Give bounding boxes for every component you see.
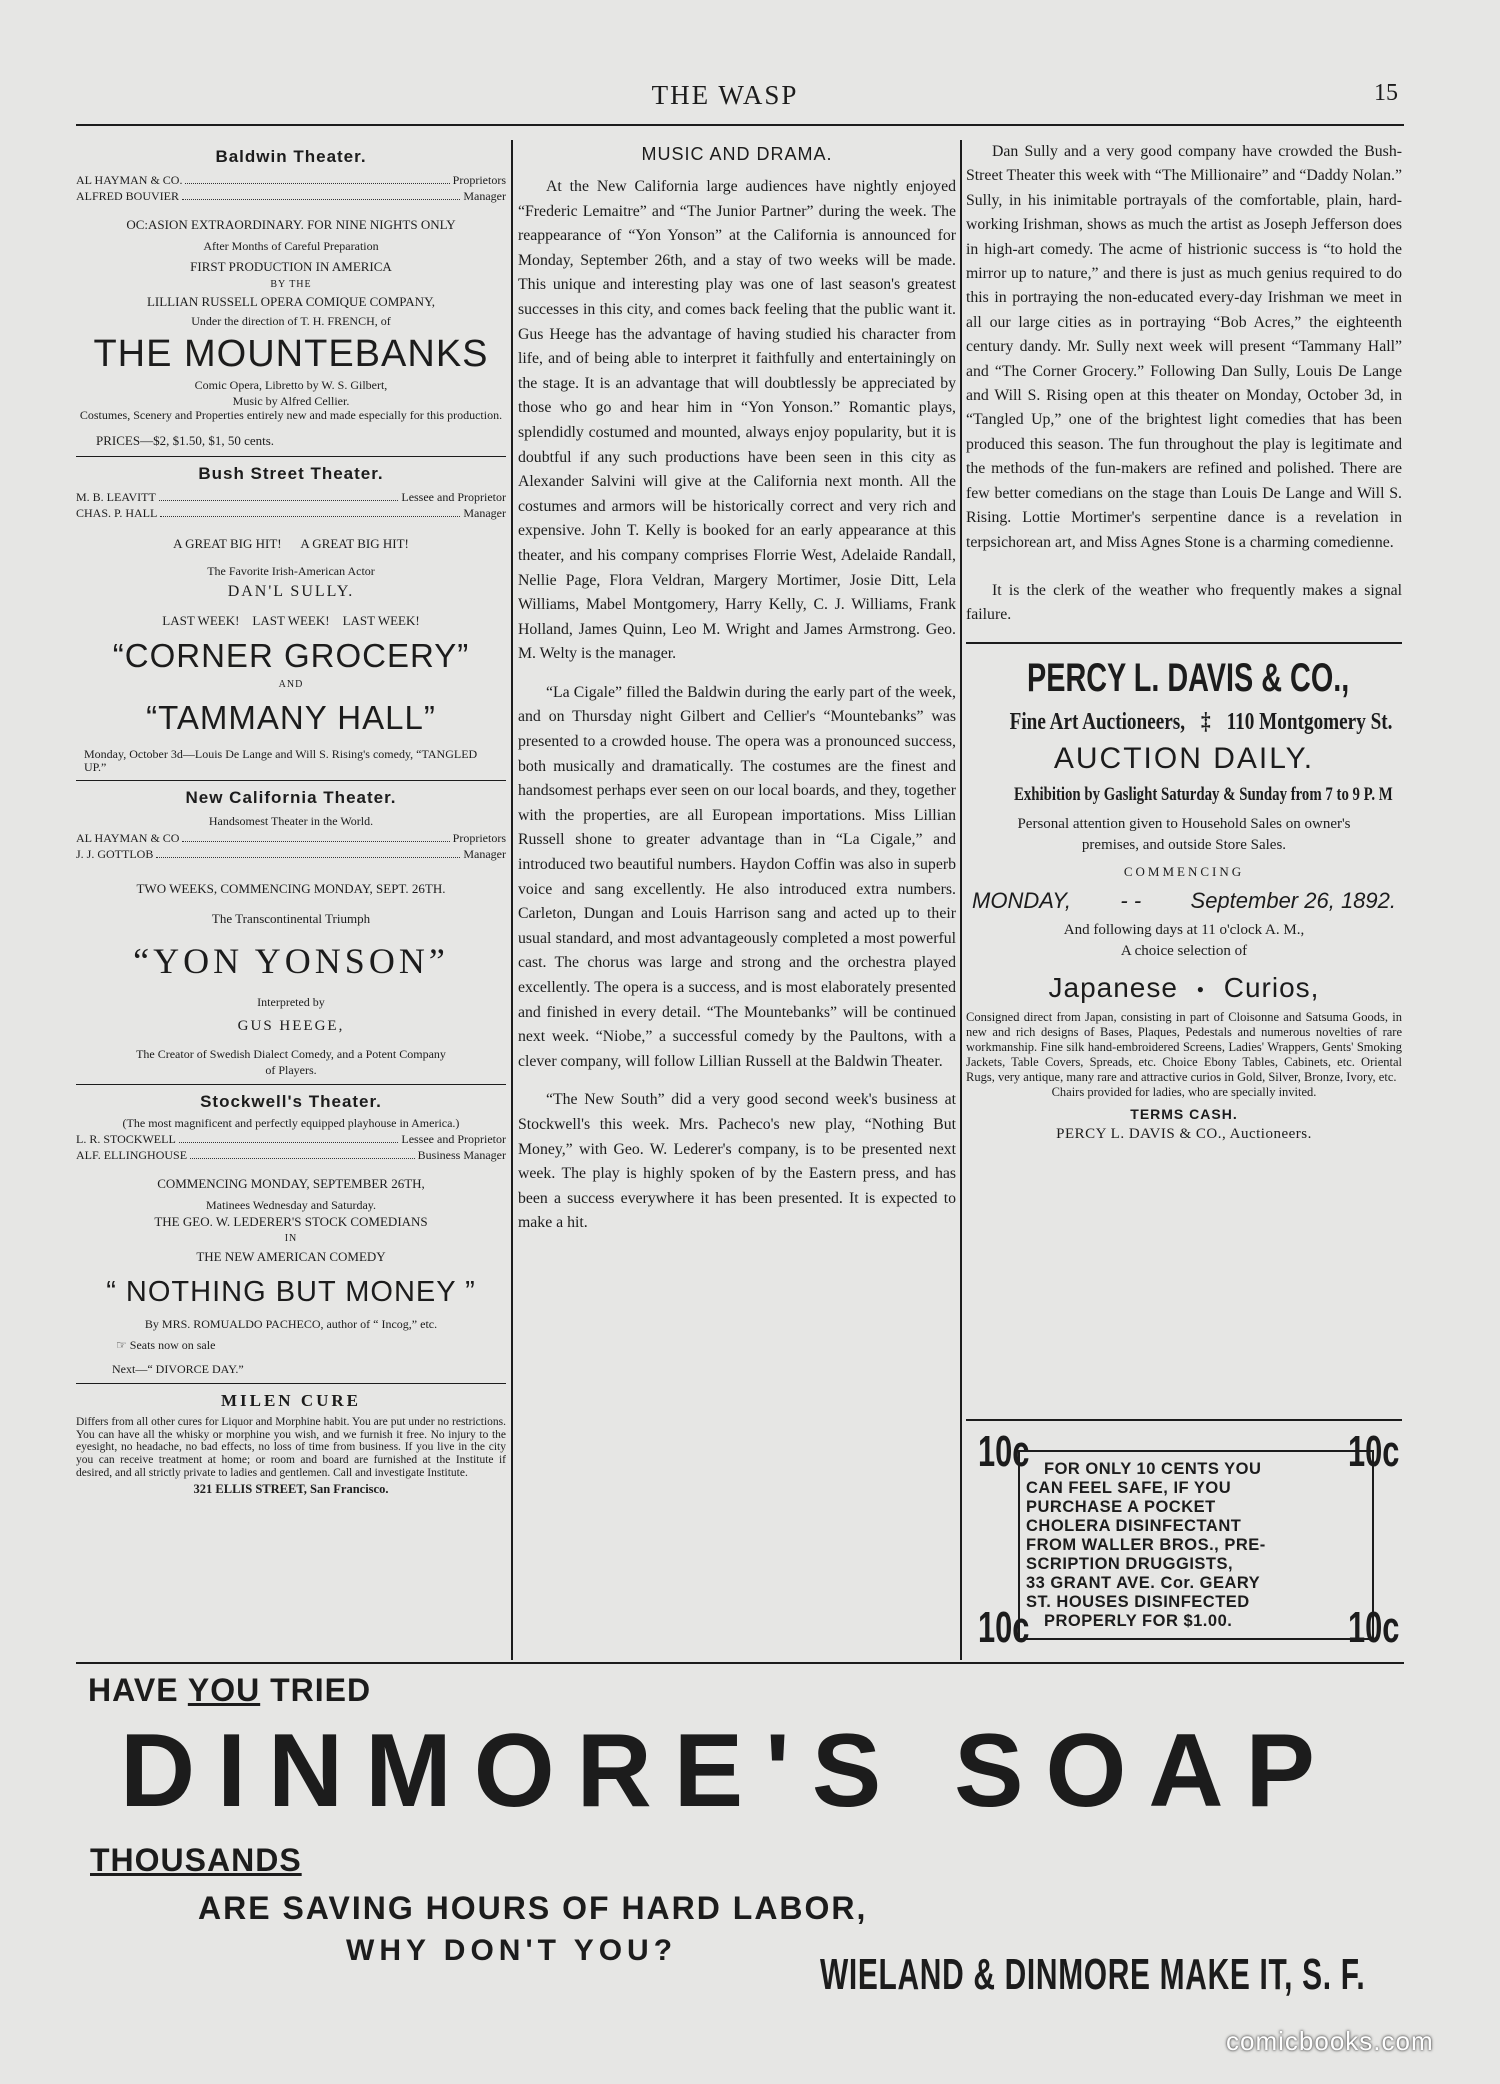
new-california-theater-ad [76, 787, 506, 1078]
staff-row [76, 172, 506, 188]
tried-word: TRIED [270, 1672, 372, 1708]
ad-headline: DINMORE'S SOAP [120, 1713, 1337, 1829]
credit-line: Costumes, Scenery and Properties entirely new and made especially for this production. [79, 408, 503, 423]
staff-role: Lessee and Proprietor [401, 1131, 506, 1146]
ad-top-rule [76, 1662, 1404, 1664]
tagline: (The most magnificent and perfectly equipped playhouse in America.) [122, 1116, 460, 1131]
price-tag: 10c [978, 1427, 1030, 1476]
dinmore-soap-ad [0, 1668, 1500, 1999]
stockwell-theater-ad [76, 1091, 506, 1377]
staff-role: Lessee and Proprietor [401, 489, 506, 504]
staff-row [76, 830, 506, 846]
price-tag: 10c [978, 1603, 1030, 1652]
prices: PRICES—$2, $1.50, $1, 50 cents. [96, 433, 275, 449]
staff-row [76, 505, 506, 521]
section-heading: MUSIC AND DRAMA. [641, 144, 833, 164]
credit-line: Music by Alfred Cellier. [232, 393, 350, 408]
divider [76, 1084, 506, 1085]
ad-line: CAN FEEL SAFE, IF YOU [1026, 1479, 1232, 1497]
sale-date [966, 888, 1402, 914]
show-title: “ NOTHING BUT MONEY ” [106, 1276, 476, 1309]
theater-listings-column [76, 140, 506, 1660]
music-and-drama-column [518, 144, 956, 1660]
next-show: Monday, October 3d—Louis De Lange and Will S. Rising's comedy, “TANGLED UP.” [84, 747, 478, 775]
listing-line: TWO WEEKS, COMMENCING MONDAY, SEPT. 26TH. [136, 880, 446, 896]
show-title: THE MOUNTEBANKS [93, 332, 489, 375]
following-line: And following days at 11 o'clock A. M., [1063, 921, 1305, 938]
show-title: “YON YONSON” [133, 941, 449, 982]
price-tag: 10c [1348, 1603, 1400, 1652]
theater-name: New California Theater. [185, 788, 397, 808]
divider [76, 1383, 506, 1384]
theater-name: Baldwin Theater. [215, 147, 367, 166]
page-number: 15 [1374, 80, 1398, 106]
bullet-icon: ● [1196, 982, 1205, 997]
masthead-title: THE WASP [651, 80, 799, 110]
listing-line: LAST WEEK! LAST WEEK! LAST WEEK! [162, 613, 420, 629]
staff-name: ALF. ELLINGHOUSE [76, 1147, 188, 1162]
listing-line: The Creator of Swedish Dialect Comedy, and a Potent Company of Players. [136, 1047, 446, 1078]
staff-row [76, 1147, 506, 1163]
staff-role: Business Manager [417, 1147, 506, 1162]
listing-line: FIRST PRODUCTION IN AMERICA [190, 259, 392, 275]
listing-line: Under the direction of T. H. FRENCH, of [191, 313, 391, 328]
listing-line: AND [278, 679, 304, 691]
japanese-curios [966, 972, 1402, 1004]
listing-line: The Favorite Irish-American Actor [207, 563, 375, 578]
seats-text: Seats now on sale [129, 1337, 216, 1352]
header-rule [76, 124, 1404, 126]
staff-role: Proprietors [452, 830, 506, 845]
chairs-line: Chairs provided for ladies, who are specially invited. [1051, 1084, 1317, 1099]
listing-line: COMMENCING MONDAY, SEPTEMBER 26TH, [157, 1175, 425, 1191]
ad-saving-line: ARE SAVING HOURS OF HARD LABOR, [198, 1890, 868, 1926]
sale-day: MONDAY, [972, 887, 1072, 913]
auctioneer-title: Fine Art Auctioneers, [1009, 708, 1186, 735]
next-show: Next—“ DIVORCE DAY.” [112, 1361, 244, 1376]
commencing-label: COMMENCING [1123, 863, 1245, 879]
milen-cure-ad [76, 1390, 506, 1498]
ad-address: 321 ELLIS STREET, San Francisco. [193, 1482, 389, 1497]
staff-name: J. J. GOTTLOB [76, 846, 154, 861]
staff-name: AL HAYMAN & CO [76, 830, 180, 845]
listing-line: OC:ASION EXTRAORDINARY. FOR NINE NIGHTS ONLY [126, 217, 456, 233]
staff-role: Manager [463, 846, 506, 861]
ad-thousands: THOUSANDS [90, 1842, 302, 1878]
divider [966, 1419, 1402, 1421]
ad-why-line: WHY DON'T YOU? [346, 1934, 678, 1967]
ad-line: PROPERLY FOR $1.00. [1044, 1612, 1233, 1630]
price-tag: 10c [1348, 1427, 1400, 1476]
ad-name: MILEN CURE [220, 1391, 362, 1411]
staff-name: M. B. LEAVITT [76, 489, 156, 504]
curios-word: Curios, [1223, 971, 1320, 1003]
ornament-icon: ‡ [1201, 708, 1211, 735]
staff-row [76, 846, 506, 862]
japanese-word: Japanese [1048, 971, 1178, 1003]
ad-line: SCRIPTION DRUGGISTS, [1026, 1555, 1234, 1573]
theater-name: Bush Street Theater. [198, 463, 384, 483]
you-word: YOU [187, 1672, 261, 1708]
ad-text [1026, 1460, 1366, 1631]
sale-dashes: - - [1120, 887, 1142, 913]
ad-line: FROM WALLER BROS., PRE- [1026, 1536, 1266, 1554]
personal-line: Personal attention given to Household Sales on owner's premises, and outside Store Sales. [1017, 815, 1351, 853]
author-line: By MRS. ROMUALDO PACHECO, author of “ Incog,” etc. [144, 1317, 438, 1332]
listing-line: Matinees Wednesday and Saturday. [206, 1197, 376, 1212]
column-rule-2 [960, 140, 962, 1660]
staff-name: ALFRED BOUVIER [76, 189, 180, 204]
article-paragraph: “The New South” did a very good second week's business at Stockwell's this week. Mrs. Pacheco's new play, “Nothing But Money,” with Geo. W. Lederer's company, is to be presented next week. The play is highly spoken of by the Eastern press, and has been a success everywhere it has been presented. It is expected to make a hit. [518, 1091, 956, 1232]
bush-street-theater-ad [76, 463, 506, 775]
listing-line: A GREAT BIG HIT! A GREAT BIG HIT! [173, 536, 409, 552]
listing-line: BY THE [270, 278, 312, 290]
article-paragraph: At the New California large audiences have nightly enjoyed “Frederic Lemaitre” and “The Junior Partner” during the week. The reappearance of “Yon Yonson” at the California is announced for Monday, September 26th, and a stay of two weeks will be made. This unique and interesting play was one of last season's greatest successes in this city, and comes back feeling that the public want it. Gus Heege has the advantage of having studied his character from life, and of being able to interpret it faithfully and entertainingly on the stage. It is an advantage that will doubtlessly be appreciated by those who go and hear him in “Yon Yonson.” Romantic plays, splendidly costumed and mounted, always enjoy popularity, but it is doubtful if any such productions have been seen in this city as Alexander Salvini will give at the California next month. All the costumes and armors will be historically correct and very rich and expensive. John T. Kelly is booked for an early appearance at this theater, and his company comprises Florrie West, Adelaide Randall, Nellie Page, Flora Veldran, Margery Mortimer, Josie Ditt, Lela Williams, Mabel Montgomery, Harry Kelly, C. J. Williams, Frank Holland, James Quinn, Leo M. Wright and James Armstrong. Geo. M. Welty is the manager. [518, 178, 956, 663]
ad-line: PURCHASE A POCKET [1026, 1498, 1216, 1516]
theater-name: Stockwell's Theater. [200, 1092, 382, 1112]
article-paragraph: Dan Sully and a very good company have crowded the Bush-Street Theater this week with “The Millionaire” and “Daddy Nolan.” Sully, in his inimitable portrayals of the comfortable, plain, hard-working Irishman, shows as much the artist as Joseph Jefferson does in high-art comedy. The acme of histrionic success is “to hold the mirror up to nature,” and there is just as much genius required to do this in portraying the non-educated every-day Irishman we meet in all our large cities as in portraying “Bob Acres,” the eighteenth century dandy. Mr. Sully next week will present “Tammany Hall” and “The Corner Grocery.” Following Dan Sully, Louis De Lange and Will S. Rising open at this theater on Monday, October 3d, in “Tangled Up,” one of the brightest light comedies that has been produced this season. The fun throughout the play is legitimate and the methods of the fun-makers are refined and polished. There are few better comedians on the stage than Louis De Lange and Will S. Rising. Lottie Mortimer's serpentine dance is a revelation in terpsichorean art, and Miss Agnes Stone is a charming comedienne. [966, 143, 1402, 551]
ad-line: 33 GRANT AVE. Cor. GEARY [1026, 1574, 1261, 1592]
pointing-hand-icon: ☞ [116, 1337, 127, 1352]
sale-date-text: September 26, 1892. [1190, 887, 1396, 913]
auctioneer-line [1009, 708, 1393, 736]
ad-maker-line: WIELAND & DINMORE MAKE IT, S. F. [820, 1950, 1366, 1999]
article-paragraph: “La Cigale” filled the Baldwin during the early part of the week, and on Thursday night Gilbert and Cellier's “Mountebanks” was presented to a crowded house. The opera was a pronounced success, both musically and dramatically. The costumes are the finest and handsomest perhaps ever seen on our local boards, and they, together with the properties, are all European importations. Miss Lillian Russell shone to greater advantage than in “La Cigale,” and introduced two beautiful numbers. Haydon Coffin was also in superb voice and sang excellently. He also introduced extra numbers. Carleton, Dungan and Louis Harrison sang and acted up to their usual standard, and most advantageously completed a most powerful cast. The chorus was large and strong and the orchestra played excellently. The opera is a success, and is most elaborately presented and finished in every detail. “The Mountebanks” will be continued next week. “Niobe,” a successful comedy by the Paultons, with a clever company, will follow Lillian Russell at the Baldwin Theater. [518, 683, 956, 1070]
staff-row [76, 489, 506, 505]
staff-row [76, 1131, 506, 1147]
tagline: Handsomest Theater in the World. [208, 814, 374, 829]
percy-davis-ad [966, 656, 1402, 1143]
listing-line: LILLIAN RUSSELL OPERA COMIQUE COMPANY, [146, 294, 436, 310]
listing-line: Interpreted by [257, 994, 325, 1009]
terms-cash: TERMS CASH. [1130, 1105, 1238, 1122]
consigned-text: Consigned direct from Japan, consisting in part of Cloisonne and Satsuma Goods, in new and rich designs of Bases, Plaques, Pedestals and numerous novelties of rare workmanship. Fine silk hand-embroidered Screens, Ladies' Wrappers, Gents' Smoking Jackets, Table Covers, Spreads, etc. Choice Ebony Tables, Cabinets, etc. Oriental Rugs, very antique, many rare and attractive curios in Gold, Silver, Bronze, Ivory, etc. [966, 1009, 1402, 1084]
staff-row [76, 188, 506, 204]
actor-name: GUS HEEGE, [237, 1017, 345, 1034]
ad-line: ST. HOUSES DISINFECTED [1026, 1593, 1250, 1611]
seats-line [76, 1337, 506, 1353]
divider [966, 642, 1402, 644]
auctioneers-line: PERCY L. DAVIS & CO., Auctioneers. [1056, 1125, 1312, 1142]
listing-line: THE NEW AMERICAN COMEDY [196, 1248, 386, 1264]
article-paragraph: It is the clerk of the weather who frequently makes a signal failure. [966, 581, 1402, 624]
ad-line: FOR ONLY 10 CENTS YOU [1044, 1460, 1262, 1478]
ad-have-line [88, 1672, 371, 1709]
column-rule-1 [511, 140, 513, 1660]
auction-daily: AUCTION DAILY. [1053, 741, 1315, 775]
staff-name: L. R. STOCKWELL [76, 1131, 176, 1146]
baldwin-theater-ad [76, 146, 506, 450]
staff-name: CHAS. P. HALL [76, 505, 158, 520]
listing-line: THE GEO. W. LEDERER'S STOCK COMEDIANS [154, 1213, 428, 1229]
ad-line: CHOLERA DISINFECTANT [1026, 1517, 1242, 1535]
listing-line: After Months of Careful Preparation [203, 238, 379, 253]
auctioneer-name: PERCY L. DAVIS & CO., [1027, 655, 1350, 700]
auctioneer-address: 110 Montgomery St. [1226, 708, 1393, 735]
divider [76, 780, 506, 781]
staff-name: AL HAYMAN & CO. [76, 172, 183, 187]
staff-role: Proprietors [452, 172, 506, 187]
exhibition-line: Exhibition by Gaslight Saturday & Sunday from 7 to 9 P. M [1013, 783, 1393, 805]
listing-line: IN [284, 1233, 298, 1245]
staff-role: Manager [463, 189, 506, 204]
divider [76, 456, 506, 457]
show-title: “CORNER GROCERY” [112, 637, 470, 675]
actor-name: DAN'L SULLY. [227, 582, 355, 600]
waller-bros-ad [978, 1427, 1404, 1660]
choice-line: A choice selection of [1120, 942, 1248, 959]
credit-line: Comic Opera, Libretto by W. S. Gilbert, [194, 377, 388, 392]
staff-role: Manager [463, 505, 506, 520]
have-word: HAVE [88, 1672, 179, 1708]
show-title: “TAMMANY HALL” [146, 698, 436, 736]
listing-line: The Transcontinental Triumph [211, 910, 371, 926]
ad-body: Differs from all other cures for Liquor and Morphine habit. You are put under no restrictions. You can have all the whisky or morphine you wish, and we furnish it free. No injury to the eyesight, no headache, no bad effects, no loss of time from business. If you live in the city you can receive treatment at home; or room and board are furnished at the Institute if desired, and all strictly private to ladies and gentlemen. Call and investigate Institute. [76, 1415, 506, 1479]
watermark: comicbooks.com [1226, 2026, 1434, 2056]
